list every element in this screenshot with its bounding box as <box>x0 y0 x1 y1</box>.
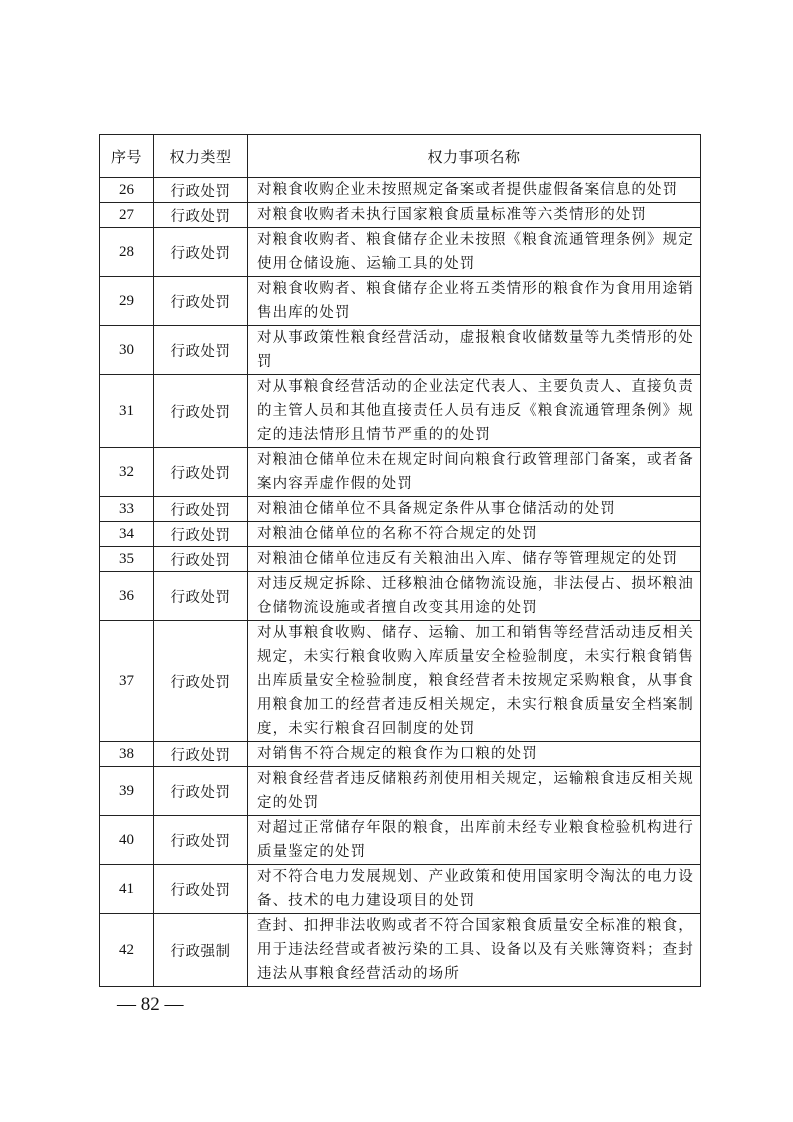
row-number: 27 <box>100 203 154 228</box>
row-item-name: 对违反规定拆除、迁移粮油仓储物流设施，非法侵占、损坏粮油仓储物流设施或者擅自改变其用途的处罚 <box>248 572 701 621</box>
row-item-name: 查封、扣押非法收购或者不符合国家粮食质量安全标准的粮食，用于违法经营或者被污染的工具、设备以及有关账簿资料；查封违法从事粮食经营活动的场所 <box>248 914 701 987</box>
table-row <box>100 767 701 816</box>
row-item-name: 对销售不符合规定的粮食作为口粮的处罚 <box>248 742 701 767</box>
row-item-name: 对粮油仓储单位的名称不符合规定的处罚 <box>248 522 701 547</box>
header-number: 序号 <box>100 135 154 178</box>
row-power-type: 行政处罚 <box>154 203 248 228</box>
row-power-type: 行政处罚 <box>154 865 248 914</box>
row-number: 32 <box>100 448 154 497</box>
row-number: 28 <box>100 228 154 277</box>
power-items-table <box>99 134 701 987</box>
row-power-type: 行政处罚 <box>154 178 248 203</box>
table-row <box>100 572 701 621</box>
table-row <box>100 816 701 865</box>
row-power-type: 行政处罚 <box>154 326 248 375</box>
row-item-name: 对从事粮食收购、储存、运输、加工和销售等经营活动违反相关规定，未实行粮食收购入库质量安全检验制度，未实行粮食销售出库质量安全检验制度，粮食经营者未按规定采购粮食，从事食用粮食加工的经营者违反相关规定，未实行粮食质量安全档案制度，未实行粮食召回制度的处罚 <box>248 621 701 742</box>
table-row <box>100 547 701 572</box>
table-row <box>100 865 701 914</box>
row-item-name: 对粮油仓储单位不具备规定条件从事仓储活动的处罚 <box>248 497 701 522</box>
row-item-name: 对粮食收购者、粮食储存企业将五类情形的粮食作为食用用途销售出库的处罚 <box>248 277 701 326</box>
row-item-name: 对不符合电力发展规划、产业政策和使用国家明令淘汰的电力设备、技术的电力建设项目的处罚 <box>248 865 701 914</box>
row-item-name: 对粮油仓储单位违反有关粮油出入库、储存等管理规定的处罚 <box>248 547 701 572</box>
row-number: 38 <box>100 742 154 767</box>
table-row <box>100 914 701 987</box>
row-number: 26 <box>100 178 154 203</box>
header-type: 权力类型 <box>154 135 248 178</box>
table-row <box>100 497 701 522</box>
row-power-type: 行政处罚 <box>154 572 248 621</box>
row-power-type: 行政强制 <box>154 914 248 987</box>
row-number: 35 <box>100 547 154 572</box>
row-power-type: 行政处罚 <box>154 497 248 522</box>
row-number: 31 <box>100 375 154 448</box>
row-item-name: 对粮食收购者未执行国家粮食质量标准等六类情形的处罚 <box>248 203 701 228</box>
row-item-name: 对从事粮食经营活动的企业法定代表人、主要负责人、直接负责的主管人员和其他直接责任人员有违反《粮食流通管理条例》规定的违法情形且情节严重的的处罚 <box>248 375 701 448</box>
row-power-type: 行政处罚 <box>154 621 248 742</box>
row-power-type: 行政处罚 <box>154 816 248 865</box>
row-number: 33 <box>100 497 154 522</box>
table-row <box>100 178 701 203</box>
row-power-type: 行政处罚 <box>154 448 248 497</box>
page-number: — 82 — <box>117 994 184 1015</box>
table-row <box>100 522 701 547</box>
table-row <box>100 742 701 767</box>
row-item-name: 对粮食收购者、粮食储存企业未按照《粮食流通管理条例》规定使用仓储设施、运输工具的处罚 <box>248 228 701 277</box>
row-number: 42 <box>100 914 154 987</box>
row-power-type: 行政处罚 <box>154 767 248 816</box>
header-name: 权力事项名称 <box>248 135 701 178</box>
table-row <box>100 621 701 742</box>
table-row <box>100 448 701 497</box>
row-number: 29 <box>100 277 154 326</box>
row-item-name: 对粮食收购企业未按照规定备案或者提供虚假备案信息的处罚 <box>248 178 701 203</box>
row-item-name: 对超过正常储存年限的粮食，出库前未经专业粮食检验机构进行质量鉴定的处罚 <box>248 816 701 865</box>
row-power-type: 行政处罚 <box>154 277 248 326</box>
row-number: 37 <box>100 621 154 742</box>
table-row <box>100 228 701 277</box>
table-row <box>100 277 701 326</box>
row-number: 36 <box>100 572 154 621</box>
row-power-type: 行政处罚 <box>154 742 248 767</box>
row-power-type: 行政处罚 <box>154 522 248 547</box>
row-number: 40 <box>100 816 154 865</box>
table-row <box>100 326 701 375</box>
row-power-type: 行政处罚 <box>154 228 248 277</box>
row-power-type: 行政处罚 <box>154 547 248 572</box>
row-power-type: 行政处罚 <box>154 375 248 448</box>
table-header-row <box>100 135 701 178</box>
table-row <box>100 375 701 448</box>
row-number: 39 <box>100 767 154 816</box>
table-row <box>100 203 701 228</box>
table-body <box>100 178 701 987</box>
row-item-name: 对从事政策性粮食经营活动，虚报粮食收储数量等九类情形的处罚 <box>248 326 701 375</box>
row-item-name: 对粮食经营者违反储粮药剂使用相关规定，运输粮食违反相关规定的处罚 <box>248 767 701 816</box>
row-number: 41 <box>100 865 154 914</box>
row-number: 34 <box>100 522 154 547</box>
row-item-name: 对粮油仓储单位未在规定时间向粮食行政管理部门备案，或者备案内容弄虚作假的处罚 <box>248 448 701 497</box>
row-number: 30 <box>100 326 154 375</box>
